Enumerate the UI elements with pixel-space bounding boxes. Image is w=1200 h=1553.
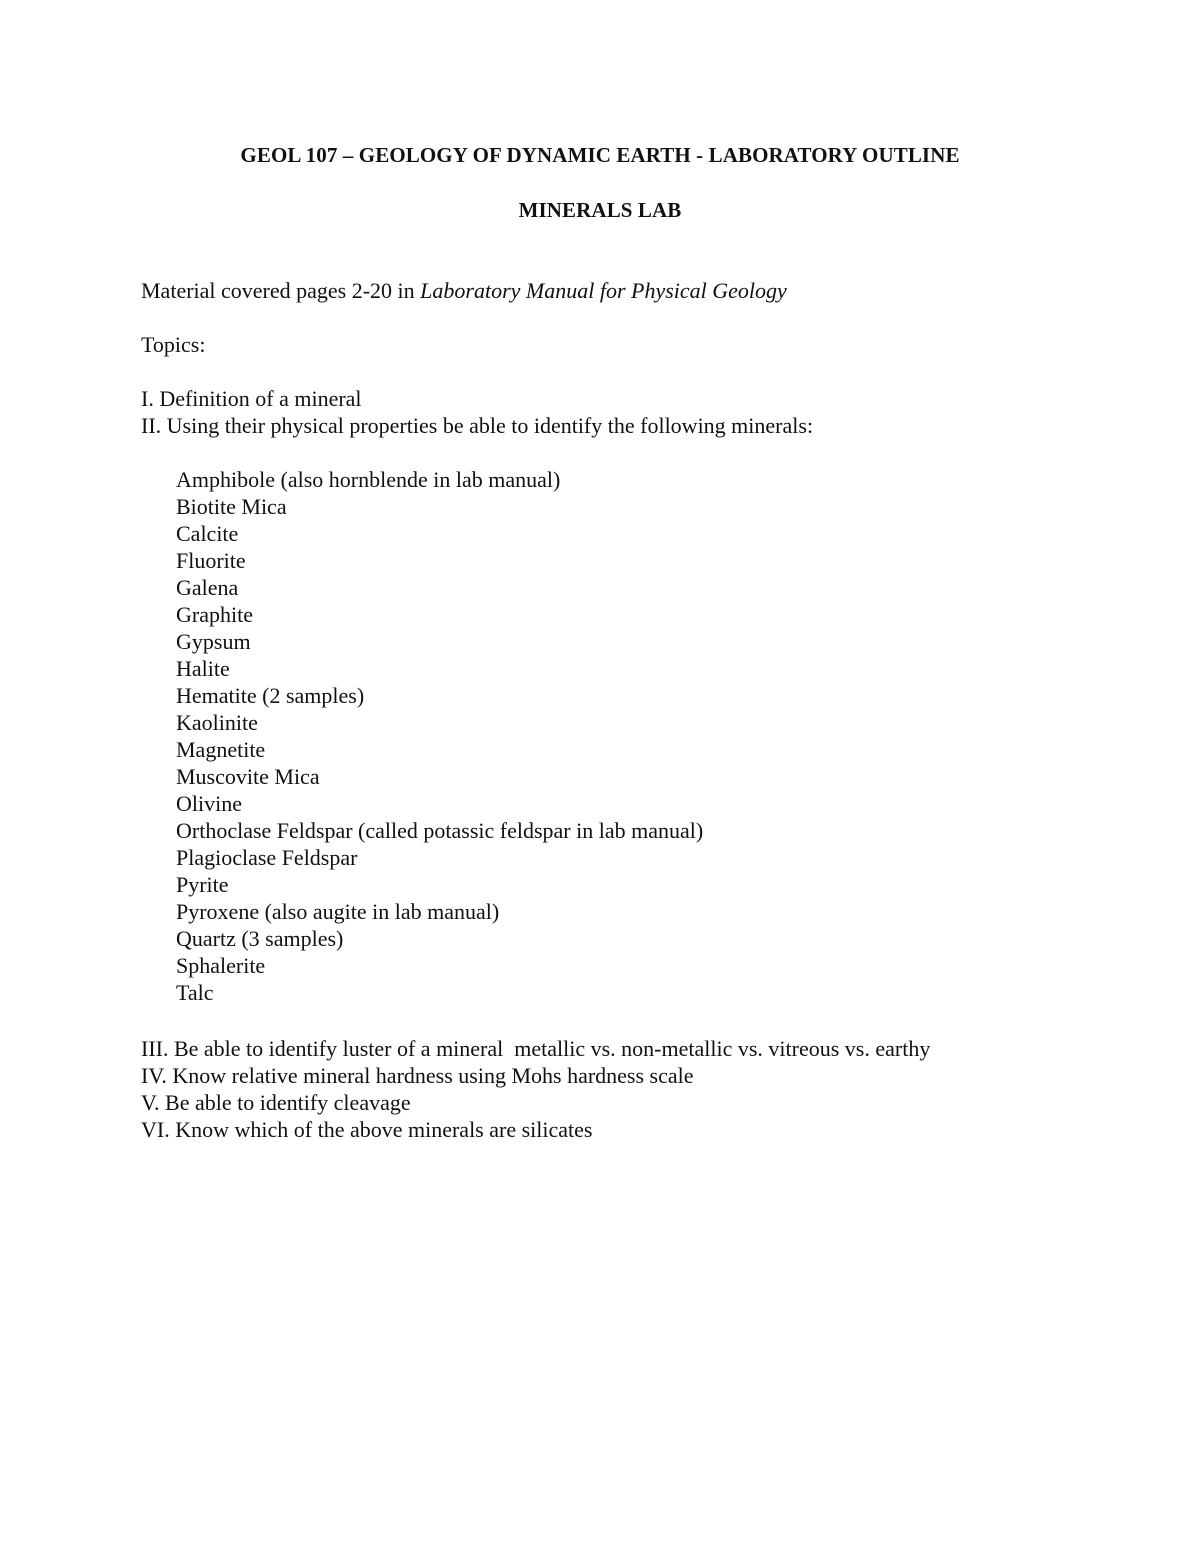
mineral-list-item: Muscovite Mica bbox=[176, 764, 320, 789]
topic-item-3: III. Be able to identify luster of a mineral metallic vs. non-metallic vs. vitreous vs. earthy bbox=[141, 1036, 931, 1061]
topic-item-5: V. Be able to identify cleavage bbox=[141, 1090, 411, 1115]
mineral-list-item: Quartz (3 samples) bbox=[176, 926, 344, 951]
mineral-list-item: Sphalerite bbox=[176, 953, 266, 978]
mineral-list-item: Kaolinite bbox=[176, 710, 258, 735]
mineral-list bbox=[176, 466, 703, 1006]
mineral-list-item: Plagioclase Feldspar bbox=[176, 845, 358, 870]
mineral-list-item: Amphibole (also hornblende in lab manual) bbox=[176, 467, 561, 492]
material-book-title: Laboratory Manual for Physical Geology bbox=[420, 278, 787, 303]
material-covered-line bbox=[141, 277, 787, 304]
material-prefix: Material covered pages 2-20 in bbox=[141, 278, 421, 303]
topic-item-6: VI. Know which of the above minerals are silicates bbox=[141, 1117, 593, 1142]
topic-item-2: II. Using their physical properties be able to identify the following minerals: bbox=[141, 413, 814, 438]
document-title: GEOL 107 – GEOLOGY OF DYNAMIC EARTH - LABORATORY OUTLINE bbox=[240, 143, 960, 167]
mineral-list-item: Graphite bbox=[176, 602, 253, 627]
topics-label: Topics: bbox=[141, 332, 206, 357]
mineral-list-item: Orthoclase Feldspar (called potassic feldspar in lab manual) bbox=[176, 818, 704, 843]
topic-item-1: I. Definition of a mineral bbox=[141, 386, 362, 411]
mineral-list-item: Pyroxene (also augite in lab manual) bbox=[176, 899, 500, 924]
mineral-list-item: Talc bbox=[176, 980, 214, 1005]
mineral-list-item: Halite bbox=[176, 656, 230, 681]
mineral-list-item: Biotite Mica bbox=[176, 494, 287, 519]
topic-item-4: IV. Know relative mineral hardness using Mohs hardness scale bbox=[141, 1063, 694, 1088]
mineral-list-item: Gypsum bbox=[176, 629, 251, 654]
mineral-list-item: Magnetite bbox=[176, 737, 266, 762]
mineral-list-item: Hematite (2 samples) bbox=[176, 683, 365, 708]
mineral-list-item: Olivine bbox=[176, 791, 242, 816]
mineral-list-item: Galena bbox=[176, 575, 239, 600]
document-subtitle: MINERALS LAB bbox=[518, 198, 682, 222]
mineral-list-item: Fluorite bbox=[176, 548, 246, 573]
mineral-list-item: Pyrite bbox=[176, 872, 229, 897]
mineral-list-item: Calcite bbox=[176, 521, 239, 546]
